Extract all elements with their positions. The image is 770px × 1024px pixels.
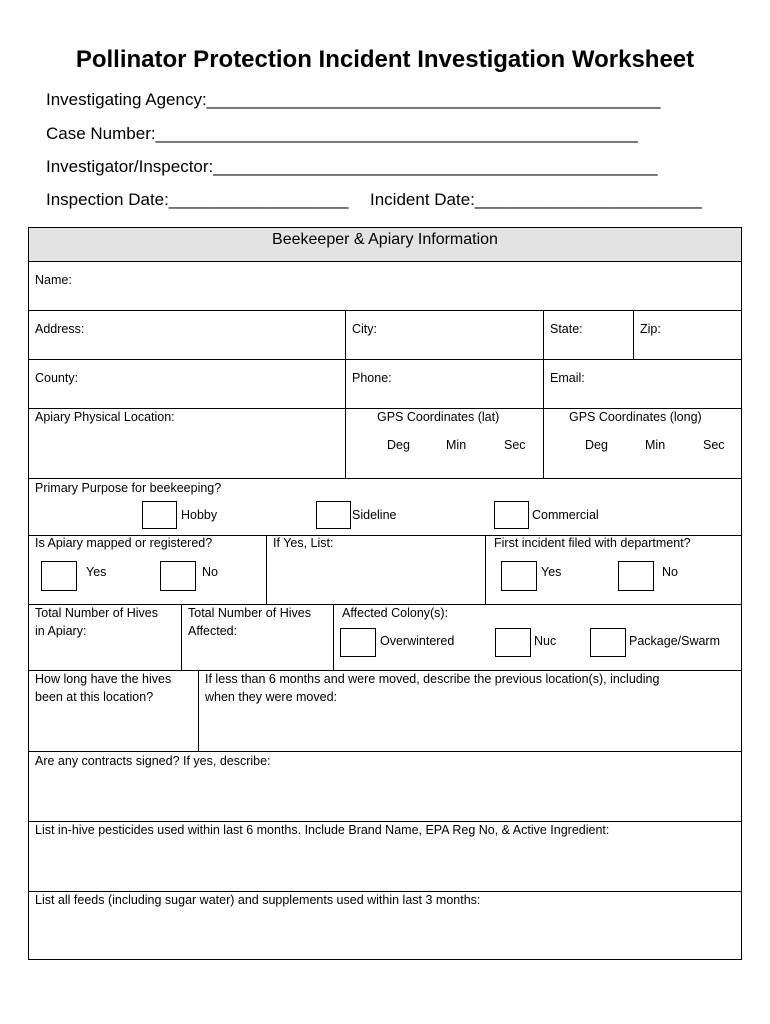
phone-label: Phone: — [352, 371, 392, 385]
sideline-checkbox[interactable] — [316, 501, 351, 529]
how-long-label-line1: How long have the hives — [35, 672, 172, 686]
hives-affected-label-line2: Affected: — [188, 624, 238, 638]
investigator-field[interactable]: Investigator/Inspector:_______________________________________________ — [46, 157, 658, 176]
package-swarm-checkbox[interactable] — [590, 628, 626, 657]
mapped-registered-label: Is Apiary mapped or registered? — [35, 536, 213, 550]
hobby-label: Hobby — [181, 508, 218, 522]
overwintered-checkbox[interactable] — [340, 628, 376, 657]
total-hives-label-line2: in Apiary: — [35, 624, 87, 638]
state-label: State: — [550, 322, 583, 336]
mapped-no-checkbox[interactable] — [160, 561, 196, 591]
long-min-label: Min — [645, 438, 666, 452]
first-incident-no-checkbox[interactable] — [618, 561, 654, 591]
column-divider — [485, 535, 486, 604]
column-divider — [198, 670, 199, 751]
hobby-checkbox[interactable] — [142, 501, 177, 529]
column-divider — [543, 310, 544, 478]
lat-sec-label: Sec — [504, 438, 526, 452]
section-header: Beekeeper & Apiary Information — [29, 228, 741, 262]
nuc-label: Nuc — [534, 634, 557, 648]
moved-label-line2: when they were moved: — [205, 690, 338, 704]
apiary-location-label: Apiary Physical Location: — [35, 410, 175, 424]
inspection-date-field[interactable]: Inspection Date:___________________ — [46, 190, 349, 209]
mapped-yes-label: Yes — [86, 565, 107, 579]
pesticides-label: List in-hive pesticides used within last 6 months. Include Brand Name, EPA Reg No, & Active Ingredient: — [35, 823, 610, 837]
lat-deg-label: Deg — [387, 438, 410, 452]
row-divider — [29, 359, 742, 360]
lat-min-label: Min — [446, 438, 467, 452]
column-divider — [333, 604, 334, 670]
incident-date-field[interactable]: Incident Date:________________________ — [370, 190, 702, 209]
name-label: Name: — [35, 273, 72, 287]
city-label: City: — [352, 322, 377, 336]
commercial-label: Commercial — [532, 508, 599, 522]
first-incident-yes-label: Yes — [541, 565, 562, 579]
total-hives-label-line1: Total Number of Hives — [35, 606, 158, 620]
first-incident-no-label: No — [662, 565, 678, 579]
sideline-label: Sideline — [352, 508, 397, 522]
primary-purpose-label: Primary Purpose for beekeeping? — [35, 481, 222, 495]
if-yes-list-label: If Yes, List: — [273, 536, 334, 550]
package-swarm-label: Package/Swarm — [629, 634, 721, 648]
affected-colony-label: Affected Colony(s): — [342, 606, 449, 620]
first-incident-yes-checkbox[interactable] — [501, 561, 537, 591]
feeds-label: List all feeds (including sugar water) and supplements used within last 3 months: — [35, 893, 481, 907]
long-deg-label: Deg — [585, 438, 608, 452]
hives-affected-label-line1: Total Number of Hives — [188, 606, 311, 620]
column-divider — [181, 604, 182, 670]
row-divider — [29, 310, 742, 311]
how-long-label-line2: been at this location? — [35, 690, 154, 704]
email-label: Email: — [550, 371, 585, 385]
gps-long-label: GPS Coordinates (long) — [569, 410, 702, 424]
first-incident-label: First incident filed with department? — [494, 536, 691, 550]
moved-label-line1: If less than 6 months and were moved, describe the previous location(s), including — [205, 672, 660, 686]
long-sec-label: Sec — [703, 438, 725, 452]
case-number-field[interactable]: Case Number:___________________________________________________ — [46, 124, 638, 143]
commercial-checkbox[interactable] — [494, 501, 529, 529]
beekeeper-apiary-form — [28, 227, 742, 960]
gps-lat-label: GPS Coordinates (lat) — [377, 410, 500, 424]
county-label: County: — [35, 371, 79, 385]
nuc-checkbox[interactable] — [495, 628, 531, 657]
address-label: Address: — [35, 322, 85, 336]
column-divider — [266, 535, 267, 604]
row-divider — [29, 478, 742, 479]
page-title: Pollinator Protection Incident Investigation Worksheet — [75, 46, 695, 73]
mapped-yes-checkbox[interactable] — [41, 561, 77, 591]
row-divider — [29, 751, 742, 752]
mapped-no-label: No — [202, 565, 218, 579]
column-divider — [633, 310, 634, 359]
contracts-label: Are any contracts signed? If yes, describe: — [35, 754, 271, 768]
column-divider — [345, 310, 346, 478]
investigating-agency-field[interactable]: Investigating Agency:________________________________________________ — [46, 90, 661, 109]
overwintered-label: Overwintered — [380, 634, 455, 648]
zip-label: Zip: — [640, 322, 661, 336]
